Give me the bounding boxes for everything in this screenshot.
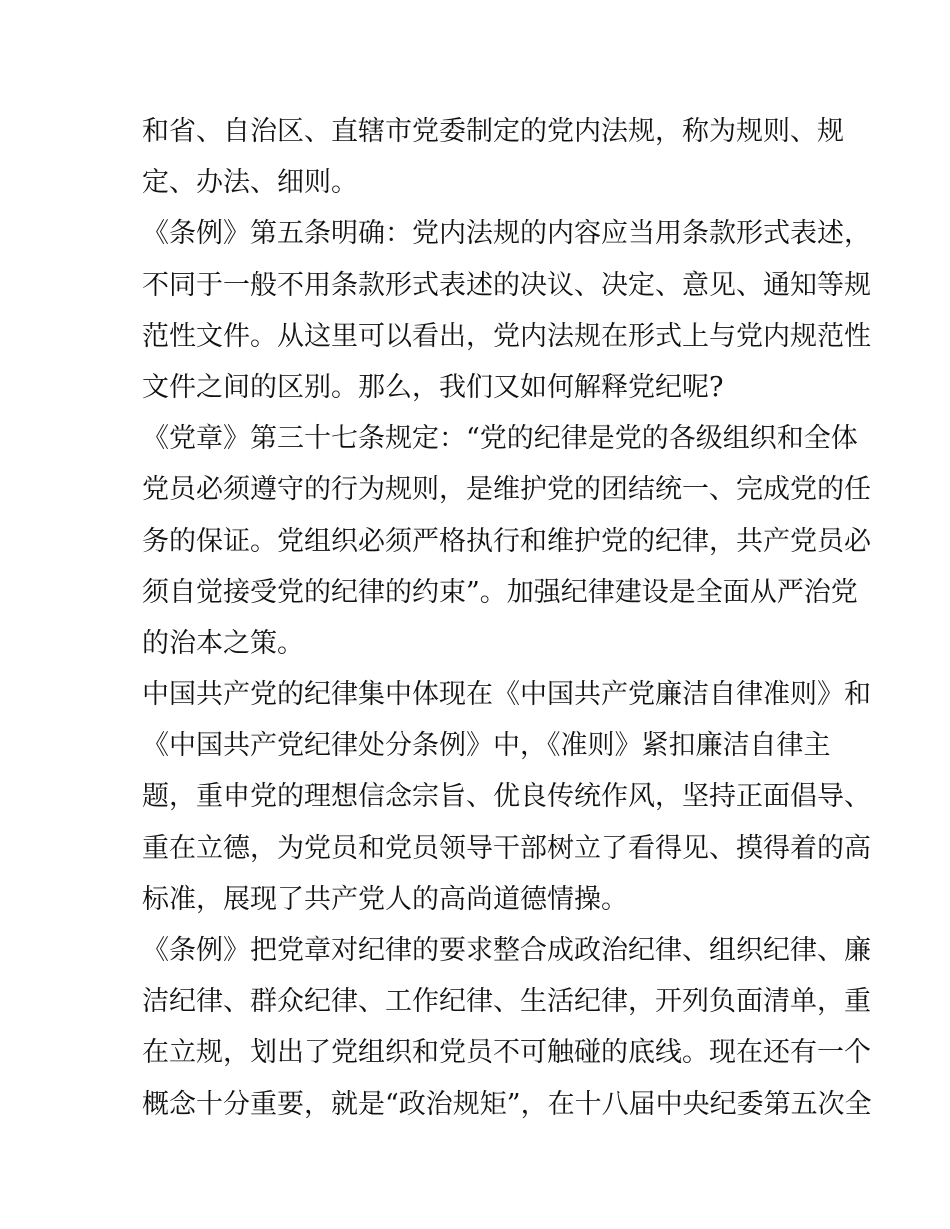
text-line: 《条例》第五条明确：党内法规的内容应当用条款形式表述， xyxy=(142,218,871,250)
text-line: 务的保证。党组织必须严格执行和维护党的纪律，共产党员必 xyxy=(142,525,871,557)
text-line: 洁纪律、群众纪律、工作纪律、生活纪律，开列负面清单，重 xyxy=(142,986,871,1018)
text-line: 须自觉接受党的纪律的约束”。加强纪律建设是全面从严治党 xyxy=(142,576,858,608)
document-body xyxy=(142,106,872,1130)
text-line: 的治本之策。 xyxy=(142,627,304,659)
text-line: 和省、自治区、直辖市党委制定的党内法规，称为规则、规 xyxy=(142,116,844,147)
text-line: 重在立德，为党员和党员领导干部树立了看得见、摸得着的高 xyxy=(142,832,871,864)
text-line: 中国共产党的纪律集中体现在《中国共产党廉洁自律准则》和 xyxy=(142,679,871,711)
text-line: 概念十分重要，就是“政治规矩”，在十八届中央纪委第五次全 xyxy=(142,1088,872,1120)
text-line: 文件之间的区别。那么，我们又如何解释党纪呢? xyxy=(142,371,724,403)
text-line: 题，重申党的理想信念宗旨、优良传统作风，坚持正面倡导、 xyxy=(142,781,871,813)
text-line: 在立规，划出了党组织和党员不可触碰的底线。现在还有一个 xyxy=(142,1037,871,1069)
text-line: 标准，展现了共产党人的高尚道德情操。 xyxy=(142,883,628,915)
text-line: 《中国共产党纪律处分条例》中，《准则》紧扣廉洁自律主 xyxy=(142,730,831,762)
text-line: 党员必须遵守的行为规则，是维护党的团结统一、完成党的任 xyxy=(142,474,871,506)
text-line: 《党章》第三十七条规定：“党的纪律是党的各级组织和全体 xyxy=(142,423,858,455)
text-line: 定、办法、细则。 xyxy=(142,167,358,199)
text-line: 不同于一般不用条款形式表述的决议、决定、意见、通知等规 xyxy=(142,269,871,301)
text-line: 范性文件。从这里可以看出，党内法规在形式上与党内规范性 xyxy=(142,320,871,352)
text-line: 《条例》把党章对纪律的要求整合成政治纪律、组织纪律、廉 xyxy=(142,935,871,966)
